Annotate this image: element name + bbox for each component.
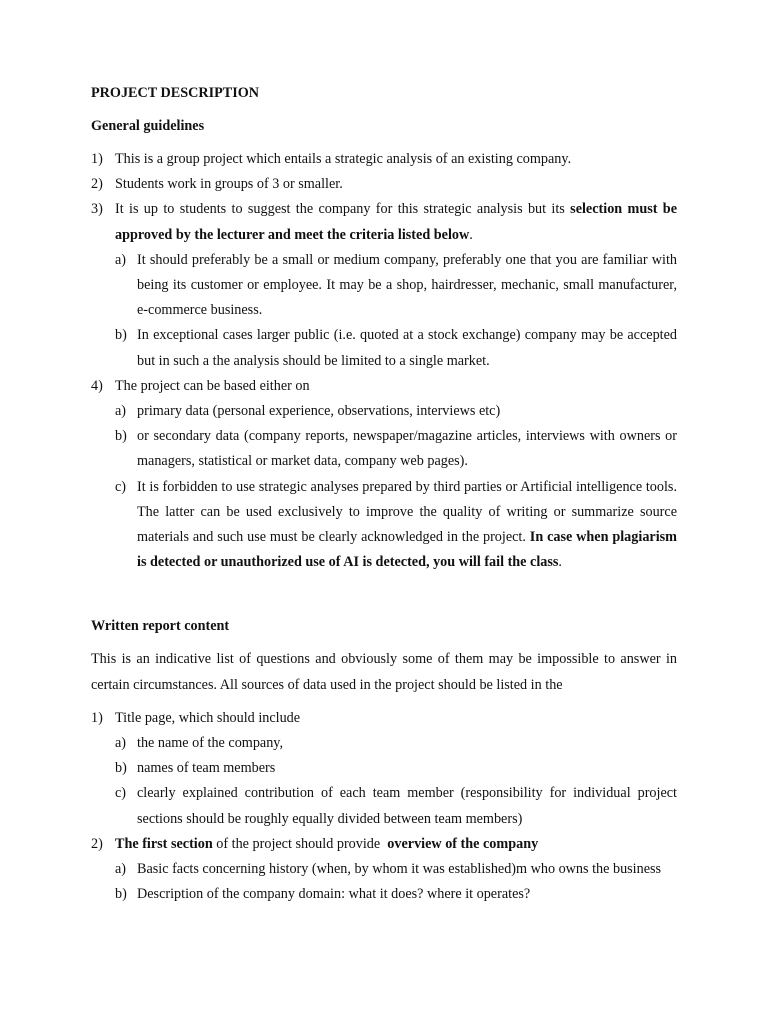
written-report-intro: This is an indicative list of questions and obviously some of them may be impossible to answer in certain circumstances. All sources of data used in the project should be listed in the: [91, 651, 677, 693]
list-item-text: .: [469, 226, 473, 243]
list-marker: 3): [91, 201, 103, 218]
list-item-text: of the project should provide: [212, 835, 388, 852]
list-item-text: The project can be based either on: [115, 377, 310, 394]
sub-list-item-text: Basic facts concerning history (when, by whom it was established)m who owns the business: [137, 861, 662, 878]
list-item: [91, 374, 677, 576]
list-marker: 2): [91, 176, 103, 193]
list-item: [91, 172, 677, 197]
sub-list: [115, 248, 677, 374]
sub-list: [115, 731, 677, 832]
sub-list-item-text: Description of the company domain: what it does? where it operates?: [137, 886, 531, 903]
list-marker: 2): [91, 835, 103, 852]
sub-list-item: [115, 731, 677, 756]
list-item-text: This is a group project which entails a strategic analysis of an existing company.: [115, 151, 572, 167]
sub-list-item-text: .: [558, 554, 562, 571]
list-item-text: It is up to students to suggest the company for this strategic analysis but its: [115, 201, 571, 218]
sub-list-item: [115, 756, 677, 781]
sub-list-item-text: It should preferably be a small or medium company, preferably one that you are familiar with being its customer or employee. It may be a shop, hairdresser, mechanic, small manufacturer, e-commerce business.: [137, 251, 677, 319]
sub-list-item-text: or secondary data (company reports, newspaper/magazine articles, interviews with owners or managers, statistical or market data, company web pages).: [137, 428, 677, 470]
document-content: [91, 82, 677, 907]
list-item-text: Title page, which should include: [115, 709, 301, 726]
list-item: [91, 147, 677, 172]
general-guidelines-list: [91, 147, 677, 575]
sub-list-item: [115, 882, 677, 907]
list-marker: 1): [91, 151, 103, 167]
sub-list-marker: a): [115, 861, 127, 878]
sub-list-item-text: the name of the company,: [137, 735, 284, 752]
list-marker: 1): [91, 709, 103, 726]
written-report-heading: Written report content: [91, 618, 230, 635]
sub-list-marker: b): [115, 760, 127, 777]
emphasis-text: overview of the company: [387, 835, 539, 852]
sub-list-item: [115, 424, 677, 474]
warning-text: In case when plagiarism is detected or unauthorized use of AI is detected, you will fail the class: [137, 529, 677, 571]
sub-list-item: [115, 323, 677, 373]
sub-list-item-text: primary data (personal experience, observations, interviews etc): [137, 403, 501, 420]
document-title: PROJECT DESCRIPTION: [91, 85, 260, 101]
sub-list-marker: c): [115, 478, 127, 495]
sub-list-marker: b): [115, 886, 127, 903]
list-item: [91, 706, 677, 832]
sub-list-marker: c): [115, 785, 127, 802]
list-item-text: Students work in groups of 3 or smaller.: [115, 176, 343, 193]
sub-list-marker: a): [115, 735, 127, 752]
emphasis-text: The first section: [115, 835, 213, 852]
sub-list-item-text: It is forbidden to use strategic analyses prepared by third parties or Artificial intelligence tools. The latter can be used exclusively to improve the quality of writing or summarize source materials and such use must be clearly acknowledged in the project.: [137, 478, 677, 546]
sub-list-marker: b): [115, 428, 127, 445]
list-item: [91, 832, 677, 908]
sub-list-marker: b): [115, 327, 127, 344]
sub-list-marker: a): [115, 403, 127, 420]
sub-list-item: [115, 857, 677, 882]
written-report-list: [91, 706, 677, 908]
general-guidelines-heading: General guidelines: [91, 118, 205, 134]
list-item: [91, 197, 677, 373]
sub-list-item-text: In exceptional cases larger public (i.e. quoted at a stock exchange) company may be accepted but in such a the analysis should be limited to a single market.: [137, 327, 677, 369]
sub-list: [115, 857, 677, 907]
list-marker: 4): [91, 377, 103, 394]
sub-list-marker: a): [115, 251, 127, 268]
emphasis-text: selection must be approved by the lecturer and meet the criteria listed below: [115, 201, 677, 243]
sub-list-item-text: names of team members: [137, 760, 276, 777]
sub-list-item: [115, 248, 677, 324]
sub-list-item: [115, 781, 677, 831]
sub-list-item-text: clearly explained contribution of each team member (responsibility for individual project sections should be roughly equally divided between team members): [137, 785, 677, 827]
sub-list-item: [115, 475, 677, 576]
sub-list-item: [115, 399, 677, 424]
sub-list: [115, 399, 677, 575]
